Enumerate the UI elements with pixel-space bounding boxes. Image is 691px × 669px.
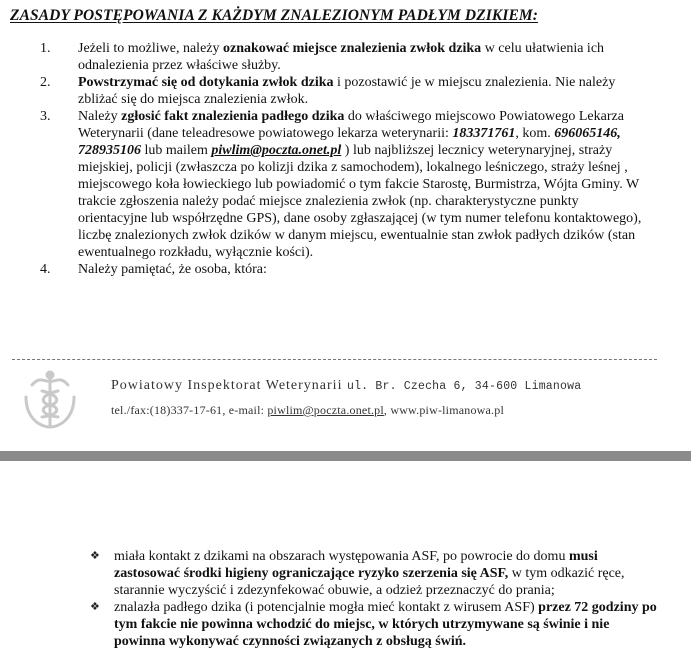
rule-text: , kom. — [515, 126, 555, 141]
rule-text: Należy pamiętać, że osoba, która: — [78, 262, 267, 277]
rule-number: 1. — [40, 41, 51, 56]
contact-line — [111, 403, 504, 418]
page-break-bar — [0, 451, 691, 461]
bullet-text: miała kontakt z dzikami na obszarach występowania ASF, po powrocie do domu — [114, 549, 569, 564]
bullet-item-2 — [90, 599, 659, 650]
footer-website[interactable]: , www.piw-limanowa.pl — [383, 403, 504, 417]
bullet-list — [0, 548, 659, 650]
rule-item-4 — [40, 261, 648, 278]
bullet-text: w tym odkazić ręce, starannie wyczyścić i zdezynfekować obuwie, a odzież przeznaczyć do prania; — [114, 566, 625, 598]
vet-email-link[interactable]: piwlim@poczta.onet.pl — [211, 143, 342, 158]
rule-emphasis: zgłosić fakt znalezienia padłego dzika — [121, 109, 345, 124]
institution-line — [111, 378, 581, 394]
diamond-bullet-icon: ❖ — [90, 550, 100, 562]
vet-mobile: 696065146, 728935106 — [78, 126, 621, 158]
rule-item-1 — [40, 40, 648, 74]
letterhead-footer — [18, 365, 678, 435]
footer-divider — [12, 359, 657, 360]
caduceus-icon — [18, 367, 82, 431]
institution-address: ul. Br. Czecha 6, 34-600 Limanowa — [346, 380, 582, 393]
rule-emphasis: oznakować miejsce znalezienia zwłok dzika — [223, 41, 482, 56]
footer-email-link[interactable]: piwlim@poczta.onet.pl — [267, 403, 384, 417]
bullet-text: znalazła padłego dzika (i potencjalnie mogła mieć kontakt z wirusem ASF) — [114, 600, 539, 615]
rule-number: 3. — [40, 109, 51, 124]
rule-text: do właściwego miejscowo Powiatowego Lekarza Weterynarii (dane teleadresowe powiatowego lekarza weterynarii: — [78, 109, 624, 141]
rules-list — [0, 40, 648, 278]
rule-text: i pozostawić je w miejscu znalezienia. Nie należy zbliżać się do miejsca znalezienia zwłok. — [78, 75, 616, 107]
rule-text: ) lub najbliższej lecznicy weterynaryjnej, straży miejskiej, policji (zwłaszcza po kolizji dzika z samochodem), lokalnego leśniczego, straży leśnej , miejscowego koła łowieckiego lub powiadomić o tym fakcie Starostę, Burmistrza, Wójta Gminy. W trakcie zgłoszenia należy podać miejsce znalezienia zwłok (np. charakterystyczne punkty orientacyjne lub współrzędne GPS), dane osoby zgłaszającej (w tym numer telefonu kontaktowego), liczbę znalezionych zwłok dzików w danym miejscu, ewentualnie stan zwłok padłych dzików (stan ewentualnego rozkładu, wyłącznie kości). — [78, 143, 642, 260]
institution-name: Powiatowy Inspektorat Weterynarii — [111, 378, 343, 393]
page-title — [10, 7, 680, 25]
rule-item-3 — [40, 108, 648, 261]
rule-text: lub mailem — [141, 143, 212, 158]
bullet-emphasis: przez 72 godziny po tym fakcie nie powinna wchodzić do miejsc, w których utrzymywane są świnie i nie powinna wykonywać czynności związanych z obsługą świń. — [114, 600, 657, 649]
diamond-bullet-icon: ❖ — [90, 601, 100, 613]
rule-number: 2. — [40, 75, 51, 90]
rule-text: Jeżeli to możliwe, należy — [78, 41, 223, 56]
page-title-text: ZASADY POSTĘPOWANIA Z KAŻDYM ZNALEZIONYM PADŁYM DZIKIEM: — [10, 7, 539, 24]
contact-phone: tel./fax:(18)337-17-61, e-mail: — [111, 403, 268, 417]
rule-text: Należy — [78, 109, 122, 124]
bullet-item-1 — [90, 548, 659, 599]
rule-number: 4. — [40, 262, 51, 277]
rule-emphasis: Powstrzymać się od dotykania zwłok dzika — [78, 75, 334, 90]
bullet-emphasis: musi zastosować środki higieny ograniczające ryzyko szerzenia się ASF, — [114, 549, 598, 581]
rule-item-2 — [40, 74, 648, 108]
vet-phone: 183371761 — [452, 126, 516, 141]
rule-text: w celu ułatwienia ich odnalezienia przez właściwe służby. — [78, 41, 605, 73]
